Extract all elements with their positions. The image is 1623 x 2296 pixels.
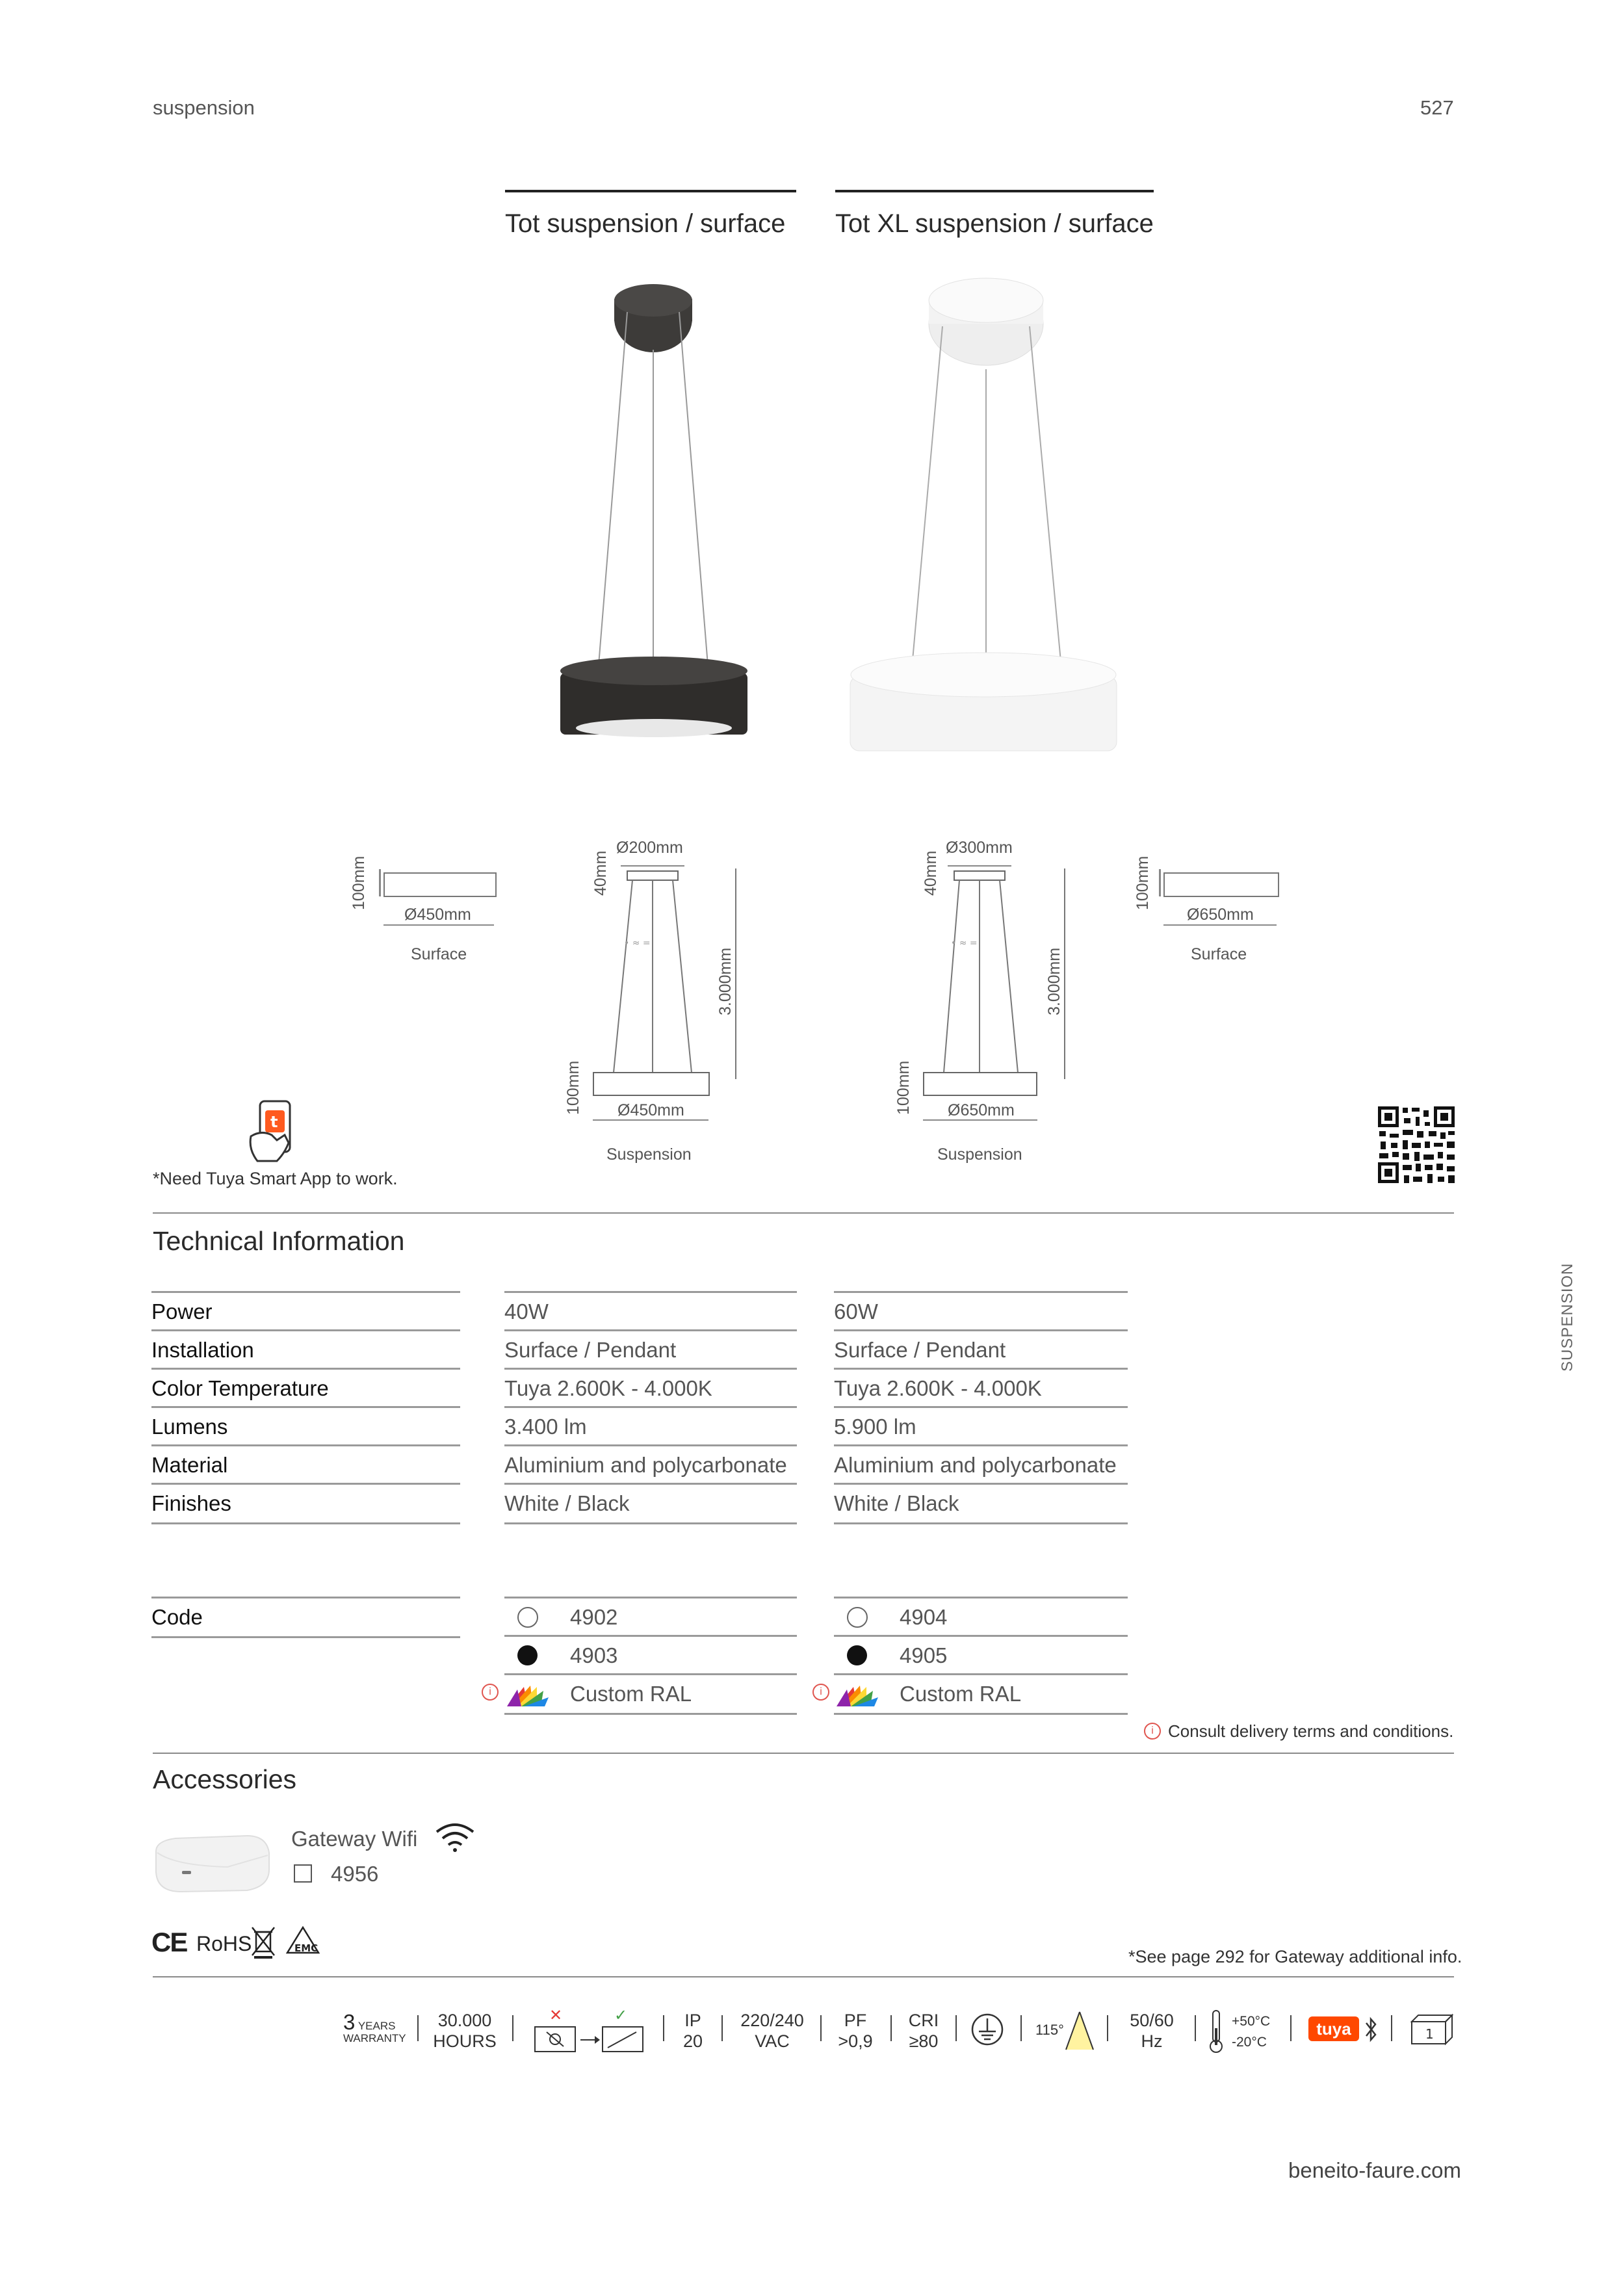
dim-line bbox=[1163, 924, 1277, 926]
emc-mark-icon bbox=[286, 1925, 322, 1957]
spec-separator bbox=[1107, 2015, 1108, 2041]
svg-text:• ≈ =: • ≈ = bbox=[624, 938, 651, 948]
dim-p1-canopy-height: 40mm bbox=[591, 850, 610, 896]
section-divider bbox=[153, 1212, 1454, 1214]
accessories-title: Accessories bbox=[153, 1764, 297, 1794]
dim-line bbox=[923, 1119, 1037, 1121]
product-title-1: Tot suspension / surface bbox=[505, 209, 786, 238]
temp-min: -20°C bbox=[1232, 2035, 1267, 2050]
beam-angle: 115° bbox=[1035, 2022, 1064, 2038]
warranty-number: 3 bbox=[343, 2010, 356, 2034]
dim-p2-body-diam: Ø650mm bbox=[948, 1101, 1015, 1119]
hours-number: 30.000 bbox=[437, 2011, 492, 2030]
qr-code[interactable] bbox=[1377, 1105, 1456, 1184]
dim-line bbox=[593, 1119, 708, 1121]
pf-label: PF bbox=[844, 2011, 867, 2030]
cri-value: ≥80 bbox=[909, 2031, 939, 2051]
spec-separator bbox=[417, 2015, 419, 2041]
dim-tick bbox=[1159, 869, 1161, 896]
wifi-icon bbox=[434, 1820, 476, 1853]
section-header: suspension bbox=[153, 96, 255, 119]
spec-separator bbox=[663, 2015, 664, 2041]
spec-label-installation: Installation bbox=[151, 1338, 254, 1362]
tuya-logo: tuya bbox=[1308, 2016, 1359, 2041]
title-rule-2 bbox=[835, 190, 1154, 192]
code-label: Code bbox=[151, 1605, 203, 1629]
freq-value: 50/60 bbox=[1130, 2011, 1174, 2030]
dim-p1-canopy-diam: Ø200mm bbox=[616, 839, 683, 857]
white-lamp-image bbox=[845, 273, 1131, 761]
weee-bin-icon bbox=[250, 1925, 276, 1959]
cri bbox=[901, 2010, 946, 2052]
spec-separator bbox=[512, 2015, 513, 2041]
spec-p2-finishes: White / Black bbox=[834, 1491, 959, 1515]
spec-label-power: Power bbox=[151, 1299, 213, 1324]
gateway-note: *See page 292 for Gateway additional info. bbox=[1128, 1947, 1462, 1966]
dim-p1-body-diam: Ø450mm bbox=[617, 1101, 684, 1119]
spec-separator bbox=[1195, 2015, 1196, 2041]
accessory-code: 4956 bbox=[331, 1862, 379, 1886]
thermometer-icon bbox=[1208, 2009, 1225, 2054]
code-row-4903 bbox=[504, 1635, 797, 1675]
ce-mark: CE bbox=[151, 1927, 187, 1957]
spec-separator bbox=[1290, 2015, 1292, 2041]
spec-label-material: Material bbox=[151, 1453, 228, 1477]
spec-p2-material: Aluminium and polycarbonate bbox=[834, 1453, 1117, 1477]
spec-p1-power: 40W bbox=[504, 1299, 549, 1324]
spec-p1-color-temperature: Tuya 2.600K - 4.000K bbox=[504, 1376, 712, 1400]
info-icon[interactable]: i bbox=[1144, 1723, 1161, 1740]
code-value: 4902 bbox=[570, 1605, 618, 1629]
spec-separator bbox=[955, 2015, 957, 2041]
box-count: 1 bbox=[1425, 2026, 1434, 2042]
spec-p1-finishes: White / Black bbox=[504, 1491, 630, 1515]
code-value: 4903 bbox=[570, 1643, 618, 1667]
rohs-mark: RoHS bbox=[196, 1932, 252, 1955]
frequency bbox=[1119, 2010, 1184, 2052]
ral-color-fan-icon bbox=[504, 1683, 551, 1709]
side-tab-label: SUSPENSION bbox=[1559, 1262, 1576, 1372]
voltage bbox=[734, 2010, 810, 2052]
code-row-custom-ral-2 bbox=[834, 1673, 1128, 1715]
black-finish-icon bbox=[847, 1645, 867, 1665]
title-rule-1 bbox=[505, 190, 796, 192]
ip-rating bbox=[677, 2010, 708, 2052]
power-factor bbox=[832, 2010, 879, 2052]
spec-label-finishes: Finishes bbox=[151, 1491, 231, 1515]
svg-text:✕: ✕ bbox=[549, 2007, 563, 2024]
accessory-checkbox[interactable] bbox=[294, 1864, 312, 1883]
earth-ground-class-icon bbox=[970, 2012, 1005, 2047]
accessory-name: Gateway Wifi bbox=[291, 1827, 418, 1851]
code-row-4902 bbox=[504, 1597, 797, 1636]
p1-suspension-label: Suspension bbox=[606, 1145, 692, 1164]
spec-separator bbox=[721, 2015, 723, 2041]
svg-text:✓: ✓ bbox=[614, 2007, 628, 2024]
warranty-years: YEARS bbox=[357, 2020, 396, 2032]
dim-tick bbox=[379, 869, 381, 896]
gateway-device-image bbox=[149, 1827, 273, 1898]
temp-max: +50°C bbox=[1232, 2014, 1271, 2029]
code-value: 4904 bbox=[900, 1605, 948, 1629]
spec-label-color-temperature: Color Temperature bbox=[151, 1376, 329, 1400]
beam-angle-icon bbox=[1063, 2011, 1096, 2051]
emc-text: EMC bbox=[294, 1942, 318, 1954]
spec-separator bbox=[1391, 2015, 1392, 2041]
spec-separator bbox=[890, 2015, 892, 2041]
code-value: 4905 bbox=[900, 1643, 948, 1667]
spec-p2-color-temperature: Tuya 2.600K - 4.000K bbox=[834, 1376, 1042, 1400]
black-lamp-image bbox=[539, 273, 773, 748]
code-row-4905 bbox=[834, 1635, 1128, 1675]
ip-value: 20 bbox=[682, 2031, 703, 2051]
dim-p2-body-height: 100mm bbox=[894, 1060, 913, 1115]
info-icon[interactable]: i bbox=[482, 1684, 499, 1701]
tuya-note: *Need Tuya Smart App to work. bbox=[153, 1169, 398, 1188]
spec-p2-lumens: 5.900 lm bbox=[834, 1415, 916, 1439]
package-box-icon bbox=[1409, 2013, 1455, 2046]
ral-color-fan-icon bbox=[834, 1683, 881, 1709]
voltage-value: 220/240 bbox=[740, 2011, 804, 2030]
white-finish-icon bbox=[847, 1607, 868, 1628]
dim-p2-surface-diam: Ø650mm bbox=[1187, 906, 1254, 924]
spec-p2-power: 60W bbox=[834, 1299, 878, 1324]
surface-outline-2 bbox=[1163, 872, 1279, 897]
dim-p2-surface-height: 100mm bbox=[1134, 855, 1152, 910]
spec-label-lumens: Lumens bbox=[151, 1415, 228, 1439]
p2-surface-label: Surface bbox=[1191, 945, 1247, 963]
page-number: 527 bbox=[1420, 96, 1454, 119]
dim-line bbox=[383, 924, 494, 926]
svg-text:• ≈ =: • ≈ = bbox=[951, 938, 978, 948]
technical-title: Technical Information bbox=[153, 1226, 405, 1256]
dim-p2-canopy-diam: Ø300mm bbox=[946, 839, 1013, 857]
white-finish-icon bbox=[517, 1607, 538, 1628]
website-link[interactable]: beneito-faure.com bbox=[1288, 2158, 1461, 2182]
spec-p2-installation: Surface / Pendant bbox=[834, 1338, 1006, 1362]
ip-label: IP bbox=[684, 2011, 701, 2030]
black-finish-icon bbox=[517, 1645, 538, 1665]
dim-p1-cable: 3.000mm bbox=[716, 947, 734, 1015]
cri-label: CRI bbox=[908, 2011, 939, 2030]
tuya-app-phone-icon bbox=[246, 1097, 304, 1169]
no-driver-replacement-icon bbox=[530, 2007, 647, 2059]
p1-surface-label: Surface bbox=[411, 945, 467, 963]
dim-p2-canopy-height: 40mm bbox=[922, 850, 940, 896]
spec-p1-material: Aluminium and polycarbonate bbox=[504, 1453, 787, 1477]
voltage-unit: VAC bbox=[755, 2031, 790, 2051]
hours-word: HOURS bbox=[433, 2031, 497, 2051]
code-row-custom-ral-1 bbox=[504, 1673, 797, 1715]
spec-separator bbox=[820, 2015, 822, 2041]
warranty-badge bbox=[343, 2010, 406, 2045]
spec-p1-installation: Surface / Pendant bbox=[504, 1338, 677, 1362]
section-divider bbox=[153, 1753, 1454, 1754]
custom-ral-label: Custom RAL bbox=[570, 1682, 692, 1706]
p2-suspension-label: Suspension bbox=[937, 1145, 1022, 1164]
dim-p1-surface-diam: Ø450mm bbox=[404, 906, 471, 924]
lifetime-hours bbox=[432, 2010, 497, 2052]
surface-outline-1 bbox=[383, 872, 497, 897]
temperature-range bbox=[1232, 2011, 1270, 2053]
info-icon[interactable]: i bbox=[812, 1684, 829, 1701]
pf-value: >0,9 bbox=[838, 2031, 873, 2051]
section-divider bbox=[153, 1976, 1454, 1977]
delivery-note: Consult delivery terms and conditions. bbox=[1168, 1721, 1454, 1741]
dim-p1-surface-height: 100mm bbox=[350, 855, 368, 910]
bluetooth-icon bbox=[1362, 2015, 1379, 2044]
code-row-4904 bbox=[834, 1597, 1128, 1636]
custom-ral-label: Custom RAL bbox=[900, 1682, 1022, 1706]
svg-text:t: t bbox=[270, 1113, 278, 1131]
warranty-word: WARRANTY bbox=[343, 2032, 406, 2044]
spec-p1-lumens: 3.400 lm bbox=[504, 1415, 587, 1439]
freq-unit: Hz bbox=[1141, 2031, 1163, 2051]
spec-separator bbox=[1020, 2015, 1022, 2041]
dim-p1-body-height: 100mm bbox=[564, 1060, 582, 1115]
product-title-2: Tot XL suspension / surface bbox=[835, 209, 1154, 238]
dim-p2-cable: 3.000mm bbox=[1045, 947, 1063, 1015]
